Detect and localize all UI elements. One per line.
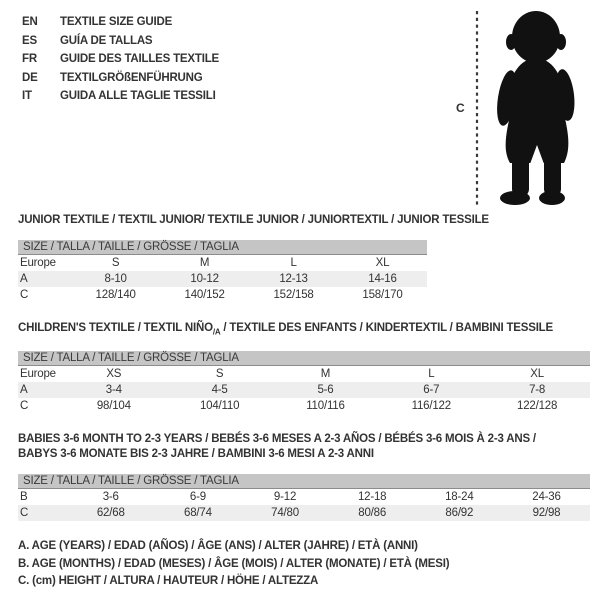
column-header-row (18, 366, 590, 382)
row-label: C (20, 400, 29, 413)
row-label: A (20, 273, 28, 285)
title-text: BABYS 3-6 MONATE BIS 2-3 JAHRE / BAMBINI 3-6 MESI A 2-3 ANNI (18, 448, 374, 461)
size-value: 12-13 (279, 273, 308, 285)
size-value: 62/68 (96, 507, 125, 520)
title-subscript: /A (212, 327, 221, 337)
size-column-header: S (215, 368, 224, 381)
section-junior (18, 213, 590, 303)
size-value: 128/140 (95, 289, 136, 301)
language-label: TEXTILGRÖßENFÜHRUNG (60, 71, 203, 84)
size-value: 4-5 (211, 384, 228, 397)
table-row-a (18, 271, 427, 287)
size-value: 14-16 (368, 273, 397, 285)
table-row-a (18, 382, 590, 398)
size-column-header: L (428, 368, 435, 381)
language-row (22, 87, 219, 106)
table-row-c (18, 398, 590, 414)
title-text: BABIES 3-6 MONTH TO 2-3 YEARS / BEBÉS 3-6 MESES A 2-3 AÑOS / BÉBÉS 3-6 MOIS À 2-3 ANS / (18, 433, 536, 446)
size-value: 74/80 (271, 507, 299, 520)
size-value: 110/116 (306, 400, 345, 413)
size-value: 80/86 (358, 507, 387, 520)
size-value: 8-10 (104, 273, 127, 285)
language-label: GUÍA DE TALLAS (60, 34, 153, 47)
size-value: 140/152 (184, 289, 225, 301)
height-measure-label: C (456, 101, 465, 115)
row-label-header: Europe (20, 368, 56, 381)
language-row (22, 50, 219, 69)
size-column-header: M (199, 257, 210, 269)
language-code: DE (22, 71, 38, 84)
language-label: GUIDE DES TAILLES TEXTILE (60, 53, 219, 65)
size-value: 152/158 (273, 289, 314, 301)
title-text: JUNIOR TEXTILE / TEXTIL JUNIOR/ TEXTILE JUNIOR / JUNIORTEXTIL / JUNIOR TESSILE (18, 214, 489, 226)
size-column-header: XS (106, 368, 122, 381)
section-title (18, 447, 590, 462)
language-list (22, 13, 219, 106)
size-value: 86/92 (445, 507, 474, 520)
size-tables (18, 213, 590, 539)
title-text: CHILDREN'S TEXTILE / TEXTIL NIÑO (18, 322, 213, 334)
size-value: 68/74 (184, 507, 212, 520)
footnote-line: A. AGE (YEARS) / EDAD (AÑOS) / ÂGE (ANS) / ALTER (JAHRE) / ETÀ (ANNI) (18, 540, 418, 552)
table-row-c (18, 505, 590, 521)
size-value: 158/170 (362, 289, 403, 301)
size-table (18, 240, 427, 303)
size-value: 122/128 (517, 400, 558, 413)
size-column-header: M (320, 368, 331, 381)
column-header-row (18, 255, 427, 271)
table-row-c (18, 287, 427, 303)
section-babies (18, 432, 590, 521)
section-children (18, 321, 590, 414)
baby-figure-svg (450, 5, 595, 210)
section-title (18, 213, 590, 228)
size-column-header: S (111, 257, 120, 269)
baby-height-figure (450, 5, 595, 210)
size-value: 24-36 (532, 491, 561, 504)
baby-silhouette-icon (494, 11, 577, 205)
language-code: ES (22, 34, 37, 47)
row-label-header: Europe (20, 257, 56, 269)
size-value: 92/98 (532, 507, 561, 520)
section-title (18, 432, 590, 447)
title-text: / TEXTILE DES ENFANTS / KINDERTEXTIL / BAMBINI TESSILE (220, 322, 553, 334)
size-value: 116/122 (411, 400, 451, 413)
size-header-bar: SIZE / TALLA / TAILLE / GRÖSSE / TAGLIA (18, 351, 590, 366)
language-row (22, 32, 219, 51)
language-code: FR (22, 53, 37, 65)
size-value: 10-12 (190, 273, 219, 285)
footnote-line: C. (cm) HEIGHT / ALTURA / HAUTEUR / HÖHE / ALTEZZA (18, 575, 319, 587)
size-value: 7-8 (529, 384, 546, 397)
size-value: 98/104 (96, 400, 131, 413)
size-value: 18-24 (445, 491, 474, 504)
footnotes (18, 538, 449, 591)
size-header-bar: SIZE / TALLA / TAILLE / GRÖSSE / TAGLIA (18, 474, 590, 489)
size-header-bar: SIZE / TALLA / TAILLE / GRÖSSE / TAGLIA (18, 240, 427, 255)
language-row (22, 13, 219, 32)
size-value: 6-7 (423, 384, 440, 397)
size-table (18, 351, 590, 414)
size-value: 3-6 (102, 491, 119, 504)
language-code: EN (22, 16, 38, 28)
language-row (22, 69, 219, 88)
section-title (18, 321, 590, 339)
size-table (18, 474, 590, 521)
row-label: C (20, 289, 29, 301)
language-label: TEXTILE SIZE GUIDE (60, 16, 173, 28)
footnote-line: B. AGE (MONTHS) / EDAD (MESES) / ÂGE (MOIS) / ALTER (MONATE) / ETÀ (MESI) (18, 557, 450, 570)
size-value: 6-9 (189, 491, 206, 504)
language-code: IT (22, 90, 32, 102)
size-value: 5-6 (317, 384, 334, 397)
size-value: 12-18 (357, 491, 387, 504)
size-column-header: XL (530, 368, 544, 381)
size-column-header: XL (375, 257, 390, 269)
row-label: B (20, 491, 28, 504)
size-value: 9-12 (273, 491, 297, 504)
row-label: A (20, 384, 28, 397)
table-row-b (18, 489, 590, 505)
language-label: GUIDA ALLE TAGLIE TESSILI (60, 90, 216, 102)
size-value: 104/110 (199, 400, 240, 413)
size-value: 3-4 (105, 384, 122, 397)
size-column-header: L (290, 257, 297, 269)
row-label: C (20, 507, 29, 520)
